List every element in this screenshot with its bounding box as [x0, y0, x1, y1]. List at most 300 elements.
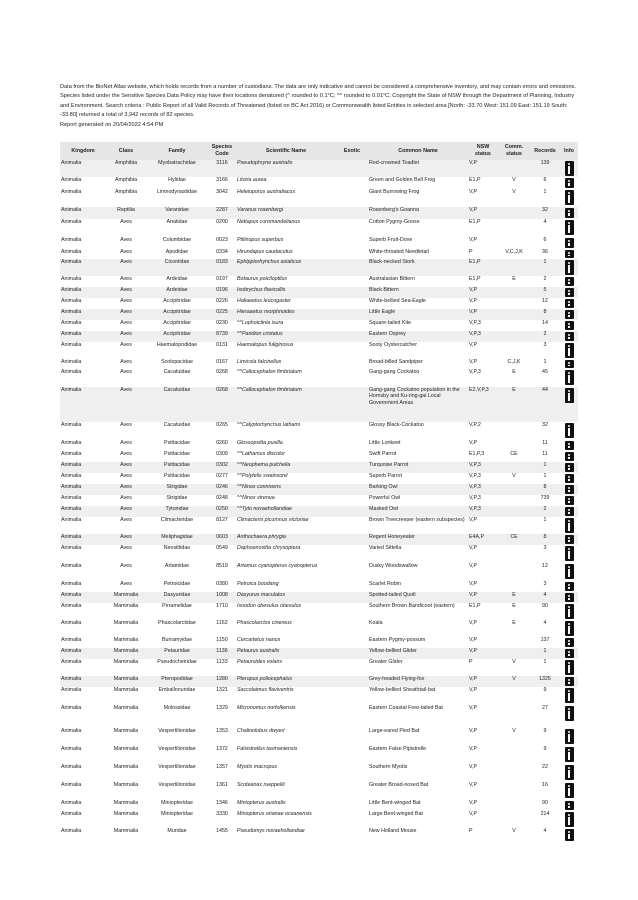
report-generated-date: Report generated on 20/04/2022 4:54 PM [60, 121, 164, 128]
cell-info [560, 320, 578, 331]
cell-kingdom: Animalia [61, 422, 82, 428]
info-icon[interactable] [565, 677, 574, 686]
cell-info [560, 342, 578, 359]
cell-scientific-name: Petaurus australis [236, 648, 336, 659]
info-icon[interactable] [565, 783, 574, 798]
cell-kingdom: Animalia [61, 659, 82, 665]
info-icon[interactable] [565, 765, 574, 780]
cell-class: Aves [106, 309, 146, 320]
cell-family: Neosittidae [163, 545, 191, 551]
cell-records: 137 [540, 637, 550, 643]
cell-info [560, 764, 578, 782]
header-family: Family [146, 142, 208, 160]
cell-species-code: 0225 [208, 309, 236, 320]
cell-common-name: Scarlet Robin [369, 581, 401, 587]
info-icon[interactable] [565, 250, 574, 258]
cell-scientific-name: ^^Polytelis swainsonii [237, 473, 288, 479]
cell-common-name: Dusky Woodswallow [369, 563, 418, 569]
info-icon[interactable] [565, 582, 574, 591]
cell-kingdom: Animalia [61, 828, 82, 834]
cell-scientific-name: Daphoenositta chrysoptera [237, 545, 301, 551]
cell-comm-status [498, 764, 530, 782]
cell-kingdom: Animalia [60, 648, 106, 659]
cell-comm-status [498, 331, 530, 342]
cell-nsw-status: V,P [469, 728, 478, 734]
info-icon[interactable] [565, 593, 574, 602]
info-icon[interactable] [565, 370, 574, 385]
cell-kingdom: Animalia [60, 207, 106, 219]
cell-species-code: 1710 [216, 603, 228, 609]
info-icon[interactable] [565, 688, 574, 703]
cell-info [560, 592, 578, 603]
info-icon[interactable] [565, 452, 574, 461]
cell-nsw-status: V,P [469, 440, 478, 446]
cell-nsw-status: E1,P,3 [469, 451, 485, 457]
cell-nsw-status: V,P [469, 581, 478, 587]
cell-common-name: Large Bent-winged Bat [369, 811, 423, 817]
cell-comm-status [498, 287, 530, 298]
cell-family: Accipitridae [146, 309, 208, 320]
cell-nsw-status: V,P,3 [469, 320, 481, 326]
cell-species-code: 0200 [216, 219, 228, 225]
cell-class: Aves [120, 451, 132, 457]
cell-species-code: 0250 [208, 506, 236, 517]
cell-comm-status [498, 440, 530, 451]
info-icon[interactable] [565, 343, 574, 358]
cell-species-code: 0197 [216, 276, 228, 282]
cell-nsw-status: V,P [469, 545, 478, 551]
cell-scientific-name: Cercartetus nanus [237, 637, 281, 643]
cell-scientific-name: Glossopsitta pusilla [237, 440, 283, 446]
header-kingdom: Kingdom [60, 142, 106, 160]
cell-info [560, 219, 578, 237]
cell-scientific-name: ^^Neophema pulchella [236, 462, 336, 473]
cell-species-code: 1133 [216, 659, 228, 665]
cell-class: Aves [120, 495, 132, 501]
cell-exotic [336, 331, 368, 342]
cell-comm-status [498, 422, 530, 440]
cell-comm-status [498, 648, 530, 659]
cell-records: 9 [543, 746, 547, 752]
cell-family: Molossidae [163, 705, 191, 711]
cell-kingdom: Animalia [61, 451, 82, 457]
info-icon[interactable] [565, 507, 574, 516]
cell-species-code: 8739 [208, 331, 236, 342]
cell-comm-status: V [512, 177, 516, 183]
cell-info [560, 687, 578, 705]
cell-exotic [336, 811, 368, 828]
cell-kingdom: Animalia [61, 581, 82, 587]
cell-common-name: Yellow-bellied Sheathtail-bat [369, 687, 436, 693]
cell-family: Varanidae [146, 207, 208, 219]
table-row [60, 659, 578, 676]
info-icon[interactable] [565, 220, 574, 235]
cell-family: Scolopacidae [161, 359, 193, 365]
cell-class: Aves [106, 387, 146, 422]
cell-records: 5 [530, 287, 560, 298]
cell-scientific-name: ^^Ninox connivens [236, 484, 336, 495]
cell-common-name: Swift Parrot [369, 451, 397, 457]
info-icon[interactable] [565, 604, 574, 619]
cell-species-code: 8127 [216, 517, 228, 523]
info-icon[interactable] [565, 260, 574, 275]
info-icon[interactable] [565, 829, 574, 841]
info-icon[interactable] [565, 423, 574, 438]
cell-class: Aves [106, 506, 146, 517]
cell-comm-status [498, 160, 530, 177]
cell-family: Miniopteridae [161, 811, 193, 817]
table-row [60, 563, 578, 581]
table-row [60, 746, 578, 764]
cell-class: Aves [106, 259, 146, 276]
info-icon[interactable] [565, 178, 574, 188]
table-row [60, 800, 578, 811]
info-icon[interactable] [565, 564, 574, 579]
info-icon[interactable] [565, 299, 574, 308]
info-icon[interactable] [565, 474, 574, 483]
cell-kingdom: Animalia [61, 177, 82, 183]
cell-common-name: White-throated Needletail [369, 249, 429, 255]
cell-exotic [336, 534, 368, 545]
cell-kingdom: Animalia [61, 728, 82, 734]
cell-info [560, 648, 578, 659]
cell-comm-status: CE [498, 534, 530, 545]
cell-common-name: Little Eagle [368, 309, 468, 320]
cell-common-name: Southern Brown Bandicoot (eastern) [369, 603, 455, 609]
cell-records: 6 [543, 177, 547, 183]
cell-species-code: 0023 [216, 237, 228, 243]
cell-scientific-name: Myotis macropus [237, 764, 278, 770]
info-icon[interactable] [565, 388, 574, 403]
cell-comm-status [498, 506, 530, 517]
cell-records: 11 [542, 451, 548, 457]
cell-info [560, 298, 578, 309]
cell-common-name: Yellow-bellied Glider [368, 648, 468, 659]
cell-scientific-name: Limicola falcinellus [237, 359, 282, 365]
cell-family: Ardeidae [146, 287, 208, 298]
cell-comm-status: V [498, 676, 530, 687]
info-icon[interactable] [565, 638, 574, 647]
cell-records: 9 [543, 687, 547, 693]
info-icon[interactable] [565, 463, 574, 472]
table-row [60, 676, 578, 687]
cell-exotic [336, 648, 368, 659]
cell-scientific-name: Ixobrychus flavicollis [236, 287, 336, 298]
cell-kingdom: Animalia [60, 160, 106, 177]
header-comm-status: Comm. status [498, 142, 530, 160]
cell-scientific-name: Miniopterus australis [237, 800, 286, 806]
cell-common-name: Greater Broad-nosed Bat [369, 782, 429, 788]
cell-common-name: Superb Parrot [369, 473, 402, 479]
cell-class: Mammalia [113, 687, 139, 693]
cell-scientific-name: Isoodon obesulus obesulus [237, 603, 302, 609]
cell-kingdom: Animalia [60, 592, 106, 603]
cell-species-code: 1280 [208, 676, 236, 687]
cell-exotic [336, 563, 368, 581]
info-icon[interactable] [565, 485, 574, 494]
cell-comm-status [498, 811, 530, 828]
cell-kingdom: Animalia [60, 287, 106, 298]
cell-family: Meliphagidae [146, 534, 208, 545]
cell-nsw-status: V,P,3 [469, 473, 481, 479]
cell-comm-status: E [498, 387, 530, 422]
cell-class: Aves [120, 237, 132, 243]
table-row [60, 506, 578, 517]
cell-common-name: Gang-gang Cockatoo [369, 369, 420, 375]
species-records-table [60, 142, 578, 842]
info-icon[interactable] [565, 621, 574, 636]
info-icon[interactable] [565, 729, 574, 744]
cell-nsw-status: V,P [469, 637, 478, 643]
disclaimer-text: Data from the BioNet Atlas website, which holds records from a number of custodians. The data are only indicative and cannot be considered a comprehensive inventory, and may contain errors and omissions. Species listed under the Sensitive Species Data Policy may have their locations denatured (^ rounded to 0.1°C; ^^ rounded to 0.01°C. Copyright the State of NSW through the Department of Planning, Industry and Environment. Search criteria : Public Report of all Valid Records of Threatened (listed on BC Act 2016) or Commonwealth listed Entities in selected area [North: -33.70 West: 151.09 East: 151.19 South: -33.80] returned a total of 3,942 records of 82 species. [60, 84, 576, 119]
cell-exotic [336, 592, 368, 603]
cell-class: Aves [120, 473, 132, 479]
cell-scientific-name: ^^Lophoictinia isura [237, 320, 284, 326]
cell-records: 6 [543, 237, 547, 243]
cell-records: 1 [543, 517, 547, 523]
cell-family: Psittacidae [164, 451, 190, 457]
cell-family: Ardeidae [166, 276, 188, 282]
cell-class: Reptilia [106, 207, 146, 219]
cell-family: Vespertilionidae [158, 764, 196, 770]
cell-family: Ciconiidae [146, 259, 208, 276]
cell-common-name: Superb Fruit-Dove [369, 237, 413, 243]
cell-family: Cacatuidae [163, 369, 191, 375]
cell-class: Aves [120, 581, 132, 587]
cell-comm-status [498, 782, 530, 800]
cell-common-name: Spotted-tailed Quoll [368, 592, 468, 603]
cell-class: Aves [106, 462, 146, 473]
cell-exotic [336, 369, 368, 387]
cell-kingdom: Animalia [61, 782, 82, 788]
cell-family: Phascolarctidae [158, 620, 196, 626]
info-icon[interactable] [565, 277, 574, 286]
cell-kingdom: Animalia [60, 506, 106, 517]
cell-nsw-status: V,P [468, 287, 498, 298]
cell-class: Aves [120, 359, 132, 365]
info-icon[interactable] [565, 649, 574, 658]
info-icon[interactable] [565, 208, 574, 218]
cell-common-name: White-bellied Sea-Eagle [369, 298, 426, 304]
cell-common-name: Australasian Bittern [369, 276, 415, 282]
cell-common-name: Black Bittern [368, 287, 468, 298]
cell-scientific-name: Dasyurus maculatus [236, 592, 336, 603]
cell-kingdom: Animalia [60, 484, 106, 495]
cell-comm-status [498, 219, 530, 237]
cell-scientific-name: Haliaeetus leucogaster [237, 298, 291, 304]
cell-nsw-status: V,P [469, 687, 478, 693]
cell-exotic [336, 484, 368, 495]
cell-class: Mammalia [113, 811, 139, 817]
cell-family: Haematopodidae [156, 342, 198, 348]
cell-info [560, 800, 578, 811]
table-row [60, 581, 578, 592]
cell-nsw-status: V,P [469, 746, 478, 752]
cell-scientific-name: ^^Callocephalon fimbriatum [236, 387, 336, 422]
cell-family: Vespertilionidae [158, 746, 196, 752]
cell-family: Vespertilionidae [158, 782, 196, 788]
cell-kingdom: Animalia [61, 563, 82, 569]
cell-exotic [336, 422, 368, 440]
cell-comm-status: V [512, 728, 516, 734]
cell-comm-status [498, 320, 530, 331]
info-icon[interactable] [565, 321, 574, 330]
cell-kingdom: Animalia [60, 309, 106, 320]
cell-kingdom: Animalia [61, 746, 82, 752]
cell-family: Myobatrachidae [146, 160, 208, 177]
cell-records: 4 [530, 592, 560, 603]
table-row [60, 276, 578, 287]
cell-info [560, 637, 578, 648]
cell-exotic [336, 581, 368, 592]
cell-scientific-name: ^^Callocephalon fimbriatum [237, 369, 302, 375]
info-icon[interactable] [565, 190, 574, 205]
cell-scientific-name: Hieraaetus morphnoides [236, 309, 336, 320]
cell-records: 9 [543, 728, 547, 734]
cell-species-code: 0226 [216, 298, 228, 304]
table-header-row [60, 142, 578, 160]
table-row [60, 517, 578, 534]
cell-nsw-status: V,P [469, 620, 478, 626]
info-icon[interactable] [565, 288, 574, 297]
cell-family: Strigidae [166, 495, 188, 501]
info-icon[interactable] [565, 518, 574, 533]
info-icon[interactable] [565, 332, 574, 341]
cell-family: Miniopteridae [161, 800, 193, 806]
cell-family: Petroicidae [163, 581, 191, 587]
cell-class: Aves [120, 276, 132, 282]
cell-info [560, 506, 578, 517]
cell-scientific-name: ^^Calyptorhynchus lathami [237, 422, 300, 428]
cell-scientific-name: Botaurus poiciloptilus [237, 276, 288, 282]
cell-exotic [336, 160, 368, 177]
cell-comm-status: CE [510, 451, 518, 457]
cell-common-name: Eastern False Pipistrelle [369, 746, 427, 752]
cell-nsw-status: V,P,3 [469, 369, 481, 375]
cell-species-code: 1361 [216, 782, 228, 788]
cell-info [560, 249, 578, 259]
info-icon[interactable] [565, 310, 574, 319]
table-row [60, 484, 578, 495]
cell-info [560, 287, 578, 298]
cell-common-name: Gang-gang Cockatoo population in the Hornsby and Ku-ring-gai Local Government Areas [368, 387, 468, 422]
cell-exotic [336, 828, 368, 842]
info-icon[interactable] [565, 706, 574, 721]
cell-species-code: 0196 [208, 287, 236, 298]
cell-nsw-status: P [469, 828, 473, 834]
info-icon[interactable] [565, 535, 574, 544]
cell-common-name: Rosenberg's Goanna [368, 207, 468, 219]
cell-kingdom: Animalia [61, 800, 82, 806]
cell-common-name: Grey-headed Flying-fox [368, 676, 468, 687]
cell-kingdom: Animalia [61, 603, 82, 609]
cell-class: Mammalia [113, 620, 139, 626]
cell-species-code: 0183 [208, 259, 236, 276]
table-row [60, 189, 578, 207]
cell-family: Cacatuidae [163, 422, 191, 428]
cell-comm-status [498, 462, 530, 473]
info-icon[interactable] [565, 360, 574, 368]
table-row [60, 298, 578, 309]
cell-info [560, 160, 578, 177]
cell-family: Psittacidae [164, 440, 190, 446]
cell-kingdom: Animalia [61, 687, 82, 693]
cell-exotic [336, 387, 368, 422]
cell-comm-status [498, 342, 530, 359]
info-icon[interactable] [565, 161, 574, 176]
info-icon[interactable] [565, 747, 574, 762]
cell-nsw-status: V,P [469, 359, 478, 365]
info-icon[interactable] [565, 441, 574, 450]
cell-info [560, 369, 578, 387]
cell-info [560, 659, 578, 676]
cell-comm-status [498, 800, 530, 811]
info-icon[interactable] [565, 496, 574, 505]
cell-species-code: 0380 [216, 581, 228, 587]
cell-exotic [336, 237, 368, 249]
cell-species-code: 1353 [216, 728, 228, 734]
cell-records: 8 [530, 484, 560, 495]
table-row [60, 648, 578, 659]
info-icon[interactable] [565, 546, 574, 561]
cell-exotic [336, 462, 368, 473]
info-icon[interactable] [565, 812, 574, 827]
info-icon[interactable] [565, 801, 574, 810]
cell-family: Vespertilionidae [158, 728, 196, 734]
cell-info [560, 517, 578, 534]
cell-common-name: Large-eared Pied Bat [369, 728, 420, 734]
cell-exotic [336, 189, 368, 207]
cell-comm-status [498, 298, 530, 309]
info-icon[interactable] [565, 238, 574, 248]
cell-exotic [336, 259, 368, 276]
header-class: Class [106, 142, 146, 160]
cell-info [560, 259, 578, 276]
cell-common-name: Cotton Pygmy-Goose [369, 219, 420, 225]
info-icon[interactable] [565, 660, 574, 675]
cell-nsw-status: V,P,2 [469, 422, 481, 428]
cell-nsw-status: V,P [468, 592, 498, 603]
cell-scientific-name: Ptilinopus superbus [237, 237, 284, 243]
cell-records: 3 [543, 581, 547, 587]
header-records: Records [530, 142, 560, 160]
cell-nsw-status: V,P [468, 160, 498, 177]
cell-records: 1 [543, 359, 547, 365]
cell-exotic [336, 728, 368, 746]
cell-info [560, 177, 578, 189]
cell-common-name: Broad-billed Sandpiper [369, 359, 423, 365]
cell-comm-status [498, 563, 530, 581]
cell-species-code: 1150 [216, 637, 228, 643]
cell-species-code: 3042 [216, 189, 228, 195]
cell-records: 8 [530, 534, 560, 545]
table-row [60, 545, 578, 563]
cell-species-code: 1136 [208, 648, 236, 659]
cell-common-name: Red-crowned Toadlet [368, 160, 468, 177]
cell-class: Mammalia [106, 648, 146, 659]
cell-scientific-name: Falsistrellus tasmaniensis [237, 746, 298, 752]
header-species-code: Species Code [208, 142, 236, 160]
cell-records: 90 [542, 603, 548, 609]
species-table-container [60, 142, 578, 842]
cell-comm-status [498, 705, 530, 728]
cell-info [560, 620, 578, 637]
cell-records: 90 [542, 800, 548, 806]
cell-family: Accipitridae [163, 298, 191, 304]
table-row [60, 764, 578, 782]
cell-common-name: Green and Golden Bell Frog [369, 177, 436, 183]
cell-family: Accipitridae [146, 331, 208, 342]
